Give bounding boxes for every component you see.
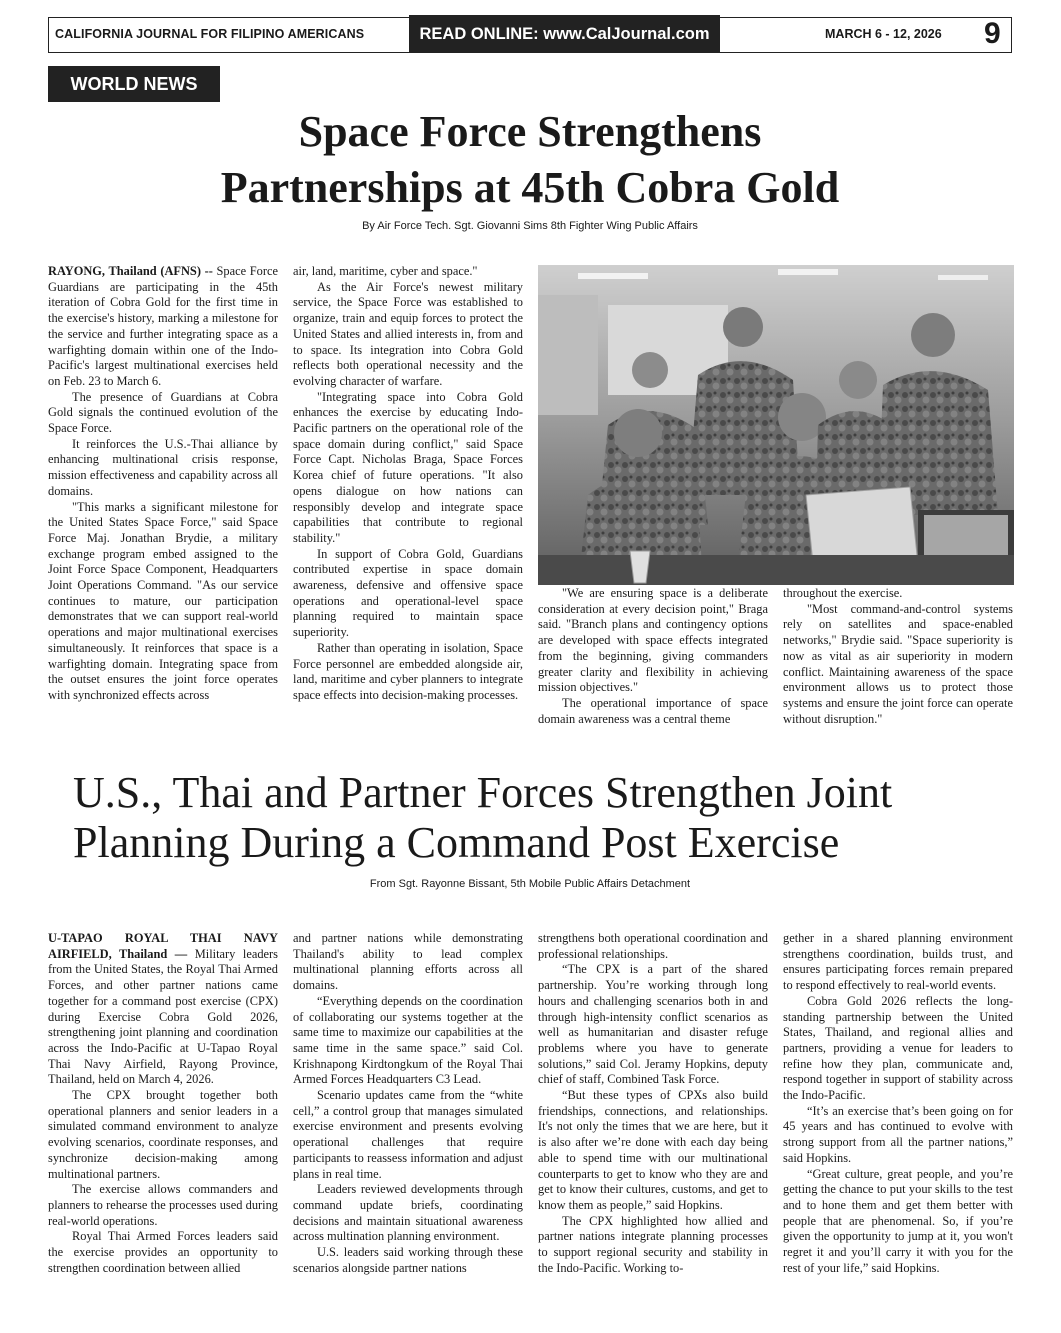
article2-paragraph: strengthens both operational coordination and professional relationships.	[538, 931, 768, 961]
article2-paragraph: Leaders reviewed developments through command update briefs, coordinating decisions and maintain situational awareness across multination planning environment.	[293, 1182, 523, 1244]
article2-paragraph: “Great culture, great people, and you’re getting the chance to put your skills to the test and to hone them and get them better with people that are phenomenal. So, if you’re given the opportunity to jump at it, you won't regret it and you’ll carry it with you for the rest of your life,” said Hopkins.	[783, 1166, 1013, 1275]
article1-column-1	[48, 264, 278, 704]
article2-paragraph: and partner nations while demonstrating Thailand's ability to lead complex multinational planning efforts across all domains.	[293, 931, 523, 993]
article2-paragraph: The CPX highlighted how allied and partner nations integrate planning processes to support regional security and stability in the Indo-Pacific. Working to-	[538, 1213, 768, 1275]
article1-paragraph: "This marks a significant milestone for the United States Space Force," said Space Force Maj. Jonathan Brydie, a military exchange program embed assigned to the Joint Force Space Component, Headquarters Joint Operations Command. "As our service continues to mature, our participation demonstrates that we can support real-world operations and major multinational exercises simultaneously. It reinforces that space is a warfighting domain. Integrating space from the outset ensures the joint force operates with synchronized effects across	[48, 499, 278, 702]
article2-paragraph: “But these types of CPXs also build friendships, connections, and relationships. It's not only the times that we are here, but it is also after we’re done with each day being able to spend time with our multinational counterparts to get to know who they are and get to know their cultures, customs, and get to know them as people,” said Hopkins.	[538, 1088, 768, 1212]
article1-byline: By Air Force Tech. Sgt. Giovanni Sims 8th Fighter Wing Public Affairs	[362, 220, 698, 232]
article2-column-4	[783, 931, 1013, 1276]
article2-byline: From Sgt. Rayonne Bissant, 5th Mobile Public Affairs Detachment	[369, 878, 691, 890]
article1-paragraph: The presence of Guardians at Cobra Gold signals the continued evolution of the Space Force.	[48, 389, 278, 436]
article2-paragraph: “Everything depends on the coordination of collaborating our systems together at the same time to maximize our capabilities at the same time in the same space.” said Col. Krishnapong Kirdtongkum of the Royal Thai Armed Forces Headquarters C3 Lead.	[293, 993, 523, 1087]
article1-paragraph: "We are ensuring space is a deliberate consideration at every decision point," Braga said. "Branch plans and contingency options are developed with space effects integrated from the beginning, giving commanders greater clarity and flexibility in achieving mission objectives."	[538, 586, 768, 695]
article1-paragraph: It reinforces the U.S.-Thai alliance by enhancing multinational crisis response, mission effectiveness and capability across all domains.	[48, 436, 278, 498]
article2-paragraph: Royal Thai Armed Forces leaders said the exercise provides an opportunity to strengthen coordination between allied	[48, 1229, 278, 1275]
article1-photo	[538, 265, 1014, 585]
article1-paragraph: RAYONG, Thailand (AFNS) -- Space Force Guardians are participating in the 45th iteration of Cobra Gold for the first time in the exercise's history, marking a milestone for the service and further integrating space as a warfighting domain within one of the Indo-Pacific's largest multinational exercises held on Feb. 23 to March 6.	[48, 264, 278, 388]
article2-paragraph: Cobra Gold 2026 reflects the long-standing partnership between the United States, Thailand, and regional allies and partners, providing a venue for leaders to refine how they plan, communicate and, respond together in support of stability across the Indo-Pacific.	[783, 993, 1013, 1103]
article2-column-1	[48, 931, 278, 1276]
article2-column-3	[538, 931, 768, 1276]
article1-paragraph: "Most command-and-control systems rely on satellites and space-enabled networks," Brydie said. "Space superiority is now as vital as air superiority in modern conflict. Maintaining awareness of the space environment allows us to protect those systems and ensure the joint force can operate without disruption."	[783, 601, 1013, 726]
article2-headline	[73, 768, 1033, 868]
article1-paragraph: throughout the exercise.	[783, 586, 903, 600]
article1-paragraph: The operational importance of space domain awareness was a central theme	[538, 695, 768, 726]
article2-paragraph: “The CPX is a part of the shared partnership. You’re working through long hours and challenging scenarios both in and through high-intensity conflict scenarios as well as humanitarian and disaster refuge problems where you have to generate solutions,” said Col. Jeramy Hopkins, deputy chief of staff, Combined Task Force.	[538, 962, 768, 1087]
article2-paragraph: Scenario updates came from the “white cell,” a control group that manages simulated exercise environment and presents evolving operational challenges that require participants to reassess information and adjust plans in real time.	[293, 1088, 523, 1181]
article2-dateline: U-TAPAO ROYAL THAI NAVY AIRFIELD, Thailand —	[48, 931, 278, 961]
article1-paragraph: "Integrating space into Cobra Gold enhances the exercise by educating Indo-Pacific partners on the operational role of the space domain during conflict," said Space Force Capt. Nicholas Braga, Space Forces Korea chief of future operations. "It also opens dialogue on how nations can responsibly develop and integrate space capabilities that contribute to regional stability."	[293, 389, 523, 545]
article1-paragraph: In support of Cobra Gold, Guardians contributed expertise in space domain awareness, defensive and offensive space operations and operational-level space planning required to maintain space superiority.	[293, 546, 523, 640]
article1-column-2	[293, 264, 523, 704]
article2-paragraph: gether in a shared planning environment strengthens coordination, builds trust, and ensures participating forces remain prepared to respond effectively to real-world events.	[783, 931, 1013, 993]
article1-headline-line2: Partnerships at 45th Cobra Gold	[220, 163, 840, 212]
article2-paragraph: The CPX brought together both operational planners and senior leaders in a simulated command environment to analyze evolving scenarios, coordinate responses, and synchronize decision-making among multinational partners.	[48, 1088, 278, 1181]
article1-column-4	[783, 586, 1013, 727]
article2-paragraph: U-TAPAO ROYAL THAI NAVY AIRFIELD, Thailand — Military leaders from the United States, the Royal Thai Armed Forces, and other partner nations came together for a command post exercise (CPX) during Exercise Cobra Gold 2026, strengthening joint planning and coordination across the Indo-Pacific at U-Tapao Royal Thai Navy Airfield, Rayong Province, Thailand, held on March 4, 2026.	[48, 931, 278, 1087]
article1-paragraph: air, land, maritime, cyber and space."	[293, 264, 478, 278]
article1-column-3	[538, 586, 768, 727]
issue-date: MARCH 6 - 12, 2026	[825, 27, 942, 41]
article1-paragraph: As the Air Force's newest military service, the Space Force was established to organize, train and equip forces to protect the United States and allied interests in, from and to space. Its integration into Cobra Gold reflects both operational necessity and the evolving character of warfare.	[293, 279, 523, 388]
article2-paragraph: The exercise allows commanders and planners to rehearse the processes used during real-world operations.	[48, 1182, 278, 1228]
article2-column-2	[293, 931, 523, 1276]
article1-headline-line1: Space Force Strengthens	[298, 107, 762, 156]
article1-headline	[60, 104, 1000, 216]
article1-paragraph: Rather than operating in isolation, Space Force personnel are embedded alongside air, land, maritime and cyber planners to integrate space effects into decision-making processes.	[293, 640, 523, 702]
article2-paragraph: “It’s an exercise that’s been going on for 45 years and has continued to evolve with strong support from all the partner nations,” said Hopkins.	[783, 1103, 1013, 1165]
article2-headline-line2: Planning During a Command Post Exercise	[73, 818, 840, 867]
publication-name: CALIFORNIA JOURNAL FOR FILIPINO AMERICANS	[55, 27, 365, 41]
masthead-bar	[48, 17, 1012, 53]
article2-headline-line1: U.S., Thai and Partner Forces Strengthen Joint	[73, 768, 893, 817]
article2-paragraph: U.S. leaders said working through these scenarios alongside partner nations	[293, 1245, 523, 1275]
section-label: WORLD NEWS	[48, 66, 220, 102]
read-online-link[interactable]: READ ONLINE: www.CalJournal.com	[409, 15, 720, 53]
article1-dateline: RAYONG, Thailand (AFNS) --	[48, 264, 213, 278]
page-number: 9	[984, 17, 1001, 50]
photo-guardians-planning	[538, 265, 1014, 585]
